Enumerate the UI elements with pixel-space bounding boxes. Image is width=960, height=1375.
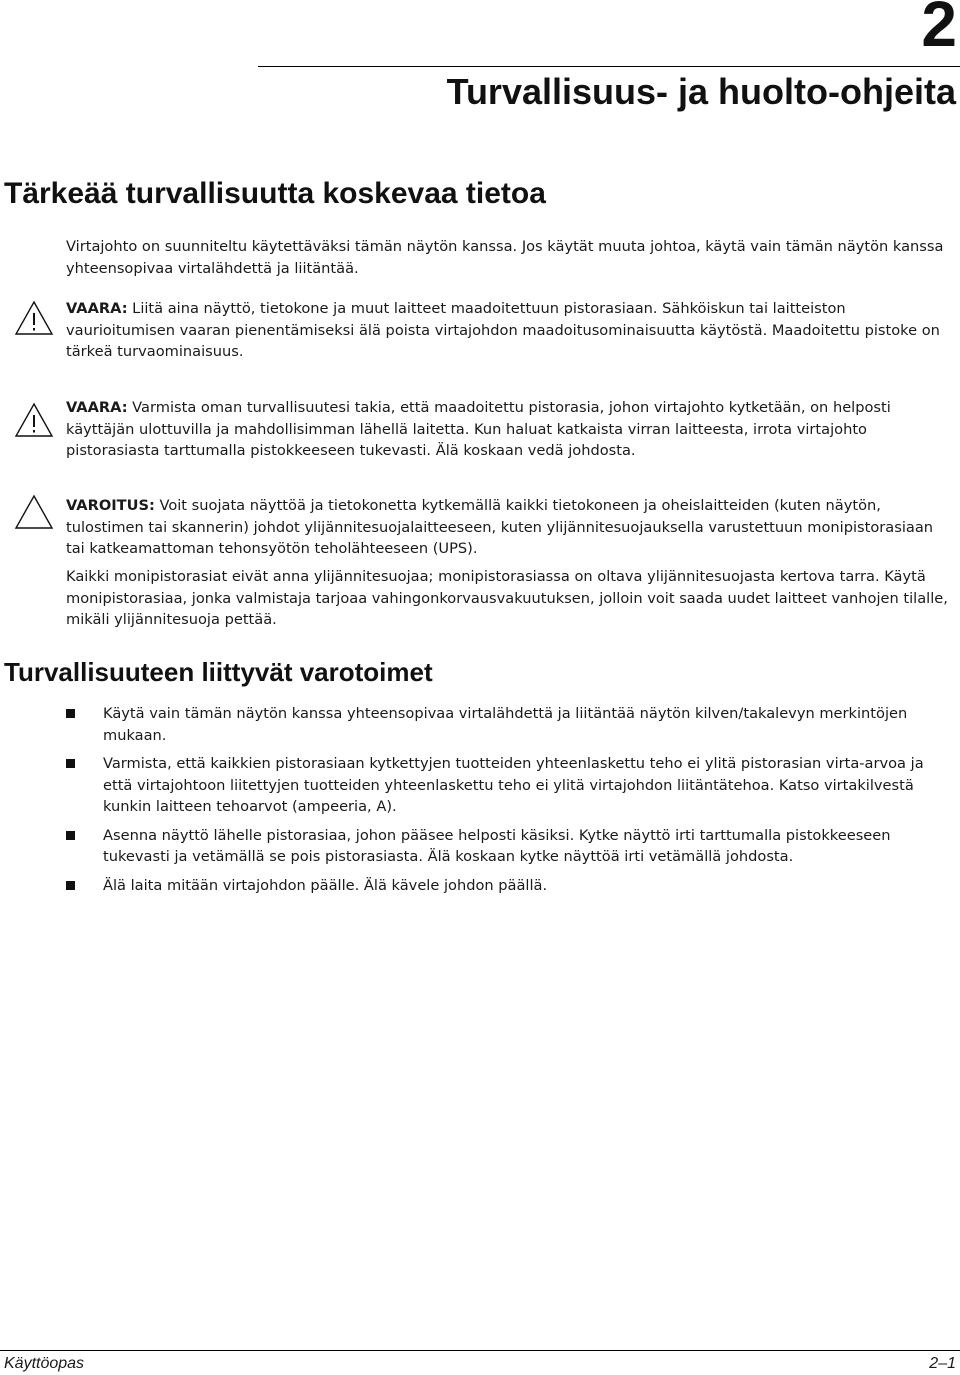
list-item (66, 875, 956, 897)
bullet-square-icon (66, 759, 75, 768)
caution-paragraph (66, 495, 954, 560)
footer-rule (0, 1350, 960, 1351)
precautions-list (66, 703, 956, 903)
warning-label: VAARA: (66, 399, 128, 416)
section-heading-precautions: Turvallisuuteen liittyvät varotoimet (4, 657, 433, 687)
footer-page-number: 2–1 (929, 1355, 956, 1372)
list-item-text: Käytä vain tämän näytön kanssa yhteensopivaa virtalähdettä ja liitäntää näytön kilven/takalevyn merkintöjen mukaan. (103, 705, 908, 744)
caution-label: VAROITUS: (66, 497, 155, 514)
list-item-text: Älä laita mitään virtajohdon päälle. Älä kävele johdon päällä. (103, 876, 548, 894)
bullet-square-icon (66, 831, 75, 840)
warning-text: Varmista oman turvallisuutesi takia, että maadoitettu pistorasia, johon virtajohto kytketään, on helposti käyttäjän ulottuvilla ja mahdollisimman lähellä laitetta. Kun haluat katkaista virran laitteesta, irrota virtajohto pistorasiasta tarttumalla pistokkeeseen tukevasti. Älä koskaan vedä johdosta. (66, 399, 891, 459)
header-rule (258, 66, 960, 67)
caution-text: Voit suojata näyttöä ja tietokonetta kytkemällä kaikki tietokoneen ja oheislaitteiden (kuten näytön, tulostimen tai skannerin) johdot ylijännitesuojalaitteeseen, kuten ylijännitesuojauksella varustettuun monipistorasiaan tai katkeamattoman tehonsyötön teholähteeseen (UPS). (66, 497, 934, 557)
warning-triangle-icon (14, 300, 54, 336)
list-item-text: Varmista, että kaikkien pistorasiaan kytkettyjen tuotteiden yhteenlaskettu teho ei ylitä pistorasian virta-arvoa ja että virtajohtoon liitettyjen tuotteiden yhteenlaskettu teho ei ylitä virtajohdon liitäntätehoa. Katso virtakilvestä kunkin laitteen tehoarvot (ampeeria, A). (103, 755, 924, 815)
footer-manual-title: Käyttöopas (4, 1355, 85, 1372)
chapter-number: 2 (921, 0, 956, 60)
caution-followup-paragraph: Kaikki monipistorasiat eivät anna ylijännitesuojaa; monipistorasiassa on oltava ylijännitesuojasta kertova tarra. Käytä monipistorasiaa, jonka valmistaja tarjoaa vahingonkorvausvakuutuksen, jolloin voit saada uudet laitteet vanhojen tilalle, mikäli ylijännitesuoja pettää. (66, 568, 948, 628)
bullet-square-icon (66, 709, 75, 718)
warning-paragraph-1 (66, 298, 954, 363)
intro-paragraph: Virtajohto on suunniteltu käytettäväksi tämän näytön kanssa. Jos käytät muuta johtoa, käytä vain tämän näytön kanssa yhteensopivaa virtalähdettä ja liitäntää. (66, 238, 944, 277)
warning-triangle-icon (14, 402, 54, 438)
chapter-title: Turvallisuus- ja huolto-ohjeita (446, 71, 956, 112)
warning-label: VAARA: (66, 300, 128, 317)
warning-text: Liitä aina näyttö, tietokone ja muut laitteet maadoitettuun pistorasiaan. Sähköiskun tai laitteiston vaurioitumisen vaaran pienentämiseksi älä poista virtajohdon maadoitusominaisuutta käytöstä. Maadoitettu pistoke on tärkeä turvaominaisuus. (66, 300, 940, 360)
list-item (66, 825, 956, 868)
bullet-square-icon (66, 881, 75, 890)
warning-paragraph-2 (66, 397, 954, 462)
section-heading-important-safety: Tärkeää turvallisuutta koskevaa tietoa (4, 177, 546, 210)
list-item (66, 753, 956, 818)
list-item-text: Asenna näyttö lähelle pistorasiaa, johon pääsee helposti käsiksi. Kytke näyttö irti tarttumalla pistokkeeseen tukevasti ja vetämällä se pois pistorasiasta. Älä koskaan kytke näyttöä irti vetämällä johdosta. (103, 826, 891, 865)
caution-triangle-icon (14, 494, 54, 530)
list-item (66, 703, 956, 746)
